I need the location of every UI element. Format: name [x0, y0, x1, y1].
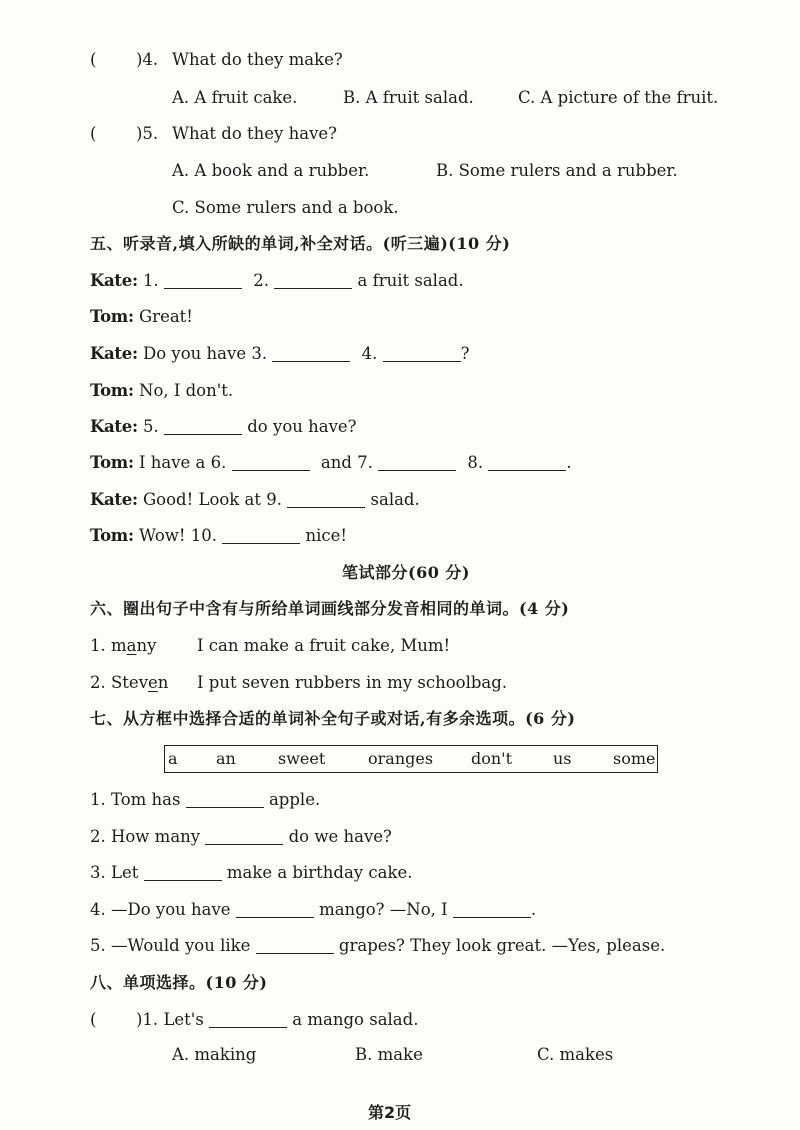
- answer-blank-9[interactable]: [287, 489, 365, 508]
- dialog-text: and 7.: [320, 453, 373, 472]
- dialog-text: Do you have 3.: [143, 344, 268, 363]
- underlined-letter: a: [126, 636, 137, 655]
- word-part: m: [111, 636, 127, 655]
- answer-blank-7[interactable]: [378, 452, 456, 471]
- dialog-line-2: [90, 302, 193, 332]
- word-part: Stev: [111, 673, 149, 692]
- word-part: ny: [136, 636, 157, 655]
- blank-number-4: 4.: [361, 344, 378, 363]
- word-bank-item: a: [168, 749, 178, 768]
- section7-heading: 七、从方框中选择合适的单词补全句子或对话,有多余选项。(6 分): [90, 709, 576, 728]
- word-bank-item: oranges: [368, 749, 434, 768]
- section8-q1-option-b[interactable]: B. make: [355, 1045, 423, 1064]
- q4-paren-open: (: [90, 50, 97, 69]
- answer-blank-2[interactable]: [274, 270, 352, 289]
- question-text: make a birthday cake.: [226, 863, 413, 882]
- dialog-text: nice!: [305, 526, 348, 545]
- answer-blank[interactable]: [209, 1009, 287, 1028]
- speaker-tom: Tom:: [90, 526, 134, 545]
- answer-blank-10[interactable]: [222, 525, 300, 544]
- question-text: grapes? They look great. —Yes, please.: [338, 936, 666, 955]
- speaker-kate: Kate:: [90, 271, 138, 290]
- section7-q1: [90, 785, 320, 815]
- dialog-text: I have a 6.: [139, 453, 227, 472]
- answer-blank[interactable]: [236, 899, 314, 918]
- section5-heading: 五、听录音,填入所缺的单词,补全对话。(听三遍)(10 分): [90, 234, 511, 253]
- page-number: 第2页: [368, 1103, 412, 1122]
- question-text: 1. Tom has: [90, 790, 181, 809]
- question-text: 3. Let: [90, 863, 139, 882]
- answer-blank-5[interactable]: [164, 416, 242, 435]
- answer-blank-1[interactable]: [164, 270, 242, 289]
- word-bank-item: sweet: [278, 749, 326, 768]
- question-text: 2. How many: [90, 827, 201, 846]
- section8-q1-paren-open[interactable]: (: [90, 1010, 97, 1029]
- dialog-text: do you have?: [247, 417, 357, 436]
- dialog-text: Good! Look at 9.: [143, 490, 283, 509]
- speaker-tom: Tom:: [90, 453, 134, 472]
- question-mark: ?: [460, 344, 470, 363]
- dialog-line-3: [90, 339, 469, 369]
- question-number: 2.: [90, 673, 106, 692]
- answer-blank-6[interactable]: [232, 452, 310, 471]
- period: .: [566, 453, 572, 472]
- question-number: 1.: [90, 636, 106, 655]
- dialog-text: salad.: [370, 490, 420, 509]
- answer-blank-3[interactable]: [272, 343, 350, 362]
- answer-blank[interactable]: [453, 899, 531, 918]
- section6-q2: [90, 668, 168, 698]
- question-number: )1.: [136, 1010, 159, 1029]
- word-bank-item: some: [613, 749, 656, 768]
- dialog-line-1: [90, 266, 464, 296]
- speaker-kate: Kate:: [90, 490, 138, 509]
- section8-heading: 八、单项选择。(10 分): [90, 973, 268, 992]
- word-bank-item: don't: [471, 749, 513, 768]
- section8-q1: [136, 1005, 418, 1035]
- answer-blank-8[interactable]: [488, 452, 566, 471]
- answer-blank[interactable]: [186, 789, 264, 808]
- question-text: 4. —Do you have: [90, 900, 231, 919]
- q4-option-b: B. A fruit salad.: [343, 88, 474, 107]
- q5-option-b: B. Some rulers and a rubber.: [436, 161, 678, 180]
- section7-q5: [90, 931, 665, 961]
- blank-number-1: 1.: [143, 271, 159, 290]
- underlined-letter: e: [148, 673, 158, 692]
- blank-number-5: 5.: [143, 417, 159, 436]
- dialog-text: Great!: [139, 307, 193, 326]
- blank-number-2: 2.: [253, 271, 269, 290]
- written-part-title: 笔试部分(60 分): [342, 563, 470, 582]
- question-text: 5. —Would you like: [90, 936, 251, 955]
- section8-q1-option-c[interactable]: C. makes: [537, 1045, 614, 1064]
- answer-blank[interactable]: [205, 826, 283, 845]
- q5-stem: What do they have?: [172, 124, 338, 143]
- q5-option-c: C. Some rulers and a book.: [172, 198, 399, 217]
- q5-paren-open: (: [90, 124, 97, 143]
- section7-q3: [90, 858, 412, 888]
- dialog-line-6: [90, 448, 572, 478]
- word-bank-item: us: [553, 749, 572, 768]
- section6-q1: [90, 631, 156, 661]
- speaker-kate: Kate:: [90, 417, 138, 436]
- section7-q4: [90, 895, 536, 925]
- dialog-line-8: [90, 521, 347, 551]
- answer-blank-4[interactable]: [383, 343, 461, 362]
- section8-q1-option-a[interactable]: A. making: [172, 1045, 257, 1064]
- dialog-line-5: [90, 412, 357, 442]
- q4-option-c: C. A picture of the fruit.: [518, 88, 719, 107]
- q4-option-a: A. A fruit cake.: [172, 88, 298, 107]
- dialog-text: a fruit salad.: [357, 271, 464, 290]
- dialog-text: Wow! 10.: [139, 526, 218, 545]
- q4-number: )4.: [136, 50, 159, 69]
- period: .: [530, 900, 537, 919]
- dialog-text: No, I don't.: [139, 381, 234, 400]
- question-text: mango? —No, I: [319, 900, 448, 919]
- speaker-kate: Kate:: [90, 344, 138, 363]
- dialog-line-7: [90, 485, 420, 515]
- q4-stem: What do they make?: [172, 50, 343, 69]
- word-bank-item: an: [216, 749, 236, 768]
- section7-q2: [90, 822, 392, 852]
- speaker-tom: Tom:: [90, 381, 134, 400]
- word-bank-box: [164, 745, 658, 773]
- answer-blank[interactable]: [144, 862, 222, 881]
- section6-heading: 六、圈出句子中含有与所给单词画线部分发音相同的单词。(4 分): [90, 599, 570, 618]
- q5-option-a: A. A book and a rubber.: [172, 161, 370, 180]
- given-word: [111, 636, 156, 655]
- q5-number: )5.: [136, 124, 159, 143]
- given-word: [111, 673, 168, 692]
- question-text: Let's: [163, 1010, 204, 1029]
- blank-number-8: 8.: [467, 453, 484, 472]
- question-text: do we have?: [288, 827, 392, 846]
- word-part: n: [157, 673, 169, 692]
- question-text: a mango salad.: [292, 1010, 419, 1029]
- answer-blank[interactable]: [256, 935, 334, 954]
- section6-q2-sentence[interactable]: I put seven rubbers in my schoolbag.: [197, 673, 508, 692]
- speaker-tom: Tom:: [90, 307, 134, 326]
- section6-q1-sentence[interactable]: I can make a fruit cake, Mum!: [197, 636, 451, 655]
- question-text: apple.: [268, 790, 321, 809]
- dialog-line-4: [90, 376, 233, 406]
